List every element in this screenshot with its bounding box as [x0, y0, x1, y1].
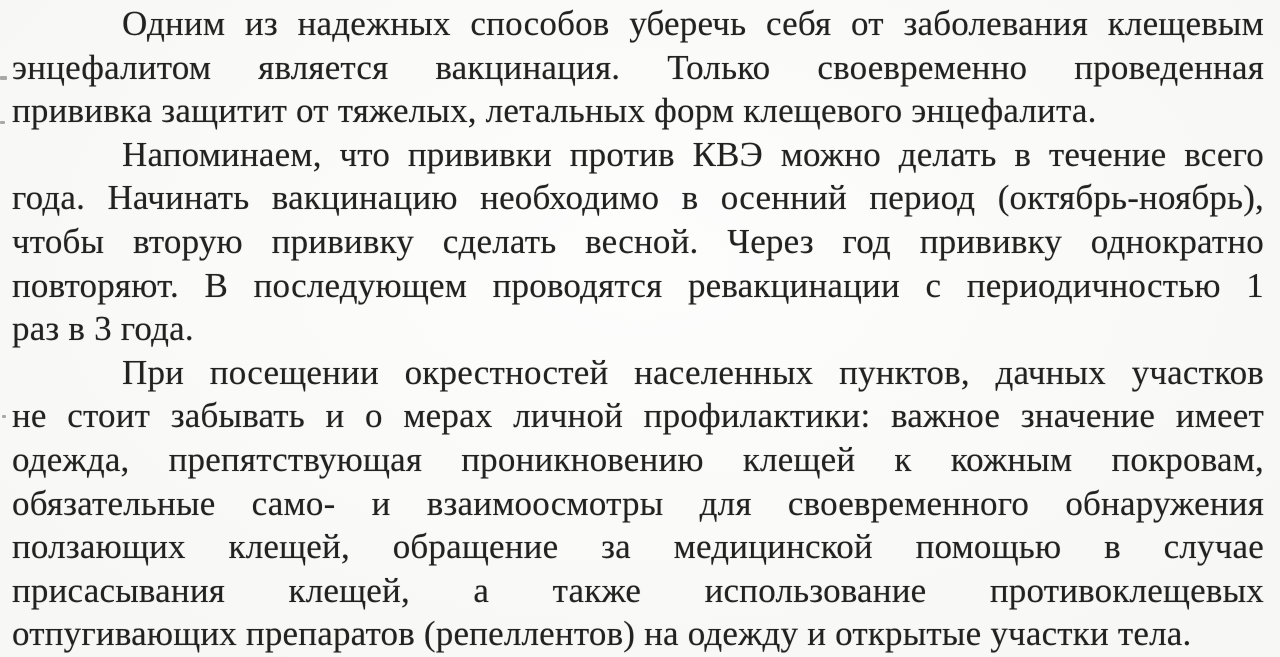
- paragraph-line: прививка защитит от тяжелых, летальных форм клещевого энцефалита.: [12, 91, 1097, 131]
- paragraph-line: чтобы вторую прививку сделать весной. Через год прививку однократно: [12, 221, 1264, 261]
- paragraph-line: энцефалитом является вакцинация. Только своевременно проведенная: [12, 47, 1264, 87]
- scan-artifact: [0, 121, 5, 124]
- paragraph-line: раз в 3 года.: [12, 309, 194, 349]
- paragraph-line: года. Начинать вакцинацию необходимо в осенний период (октябрь-ноябрь),: [12, 178, 1264, 218]
- paragraph-line: одежда, препятствующая проникновению клещей к кожным покровам,: [12, 439, 1264, 479]
- paragraph-line: обязательные само- и взаимоосмотры для своевременного обнаружения: [12, 483, 1264, 523]
- paragraph-line: присасывания клещей, а также использование противоклещевых: [12, 570, 1264, 610]
- scan-artifact: [2, 415, 6, 418]
- paragraph-line: не стоит забывать и о мерах личной профилактики: важное значение имеет: [12, 396, 1264, 436]
- scan-artifact: [0, 76, 7, 80]
- paragraph-line: отпугивающих препаратов (репеллентов) на одежду и открытые участки тела.: [12, 614, 1192, 654]
- paragraph-line: ползающих клещей, обращение за медицинской помощью в случае: [12, 527, 1264, 567]
- paragraph-line: Напоминаем, что прививки против КВЭ можно делать в течение всего: [122, 134, 1264, 174]
- paragraph-line: повторяют. В последующем проводятся ревакцинации с периодичностью 1: [12, 265, 1264, 305]
- paragraph-line: При посещении окрестностей населенных пунктов, дачных участков: [122, 352, 1264, 392]
- paragraph-line: Одним из надежных способов уберечь себя от заболевания клещевым: [122, 4, 1264, 43]
